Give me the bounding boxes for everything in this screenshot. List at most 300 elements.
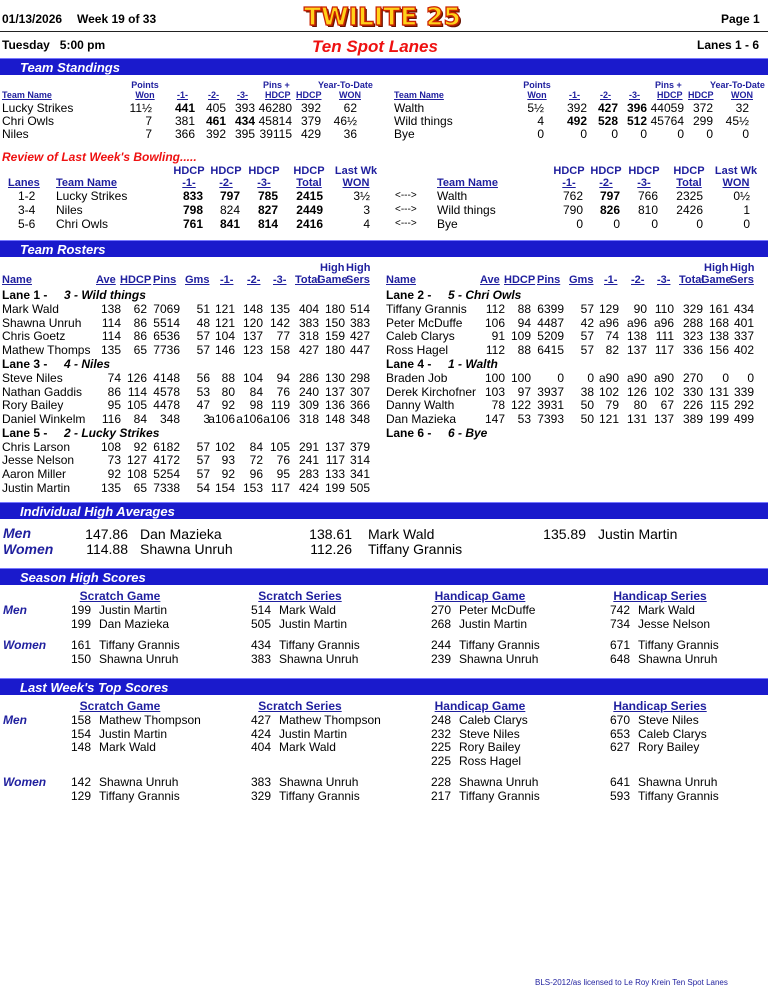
women-label: Women (3, 541, 54, 557)
lane-team: 6 - Bye (448, 425, 488, 440)
score-value: 653 (609, 726, 630, 741)
review-score: 0 (696, 217, 703, 231)
score-name: Justin Martin (99, 726, 168, 741)
player-stat: 57 (580, 343, 594, 358)
player-stat: 339 (733, 384, 754, 399)
player-stat: 67 (660, 398, 674, 413)
col-g2: -2- (247, 274, 261, 286)
player-stat: 130 (324, 370, 345, 385)
standings-game: 427 (597, 101, 618, 115)
player-stat: 3931 (537, 398, 564, 413)
col-team-name: Team Name (2, 90, 52, 100)
standings-game: 0 (580, 127, 587, 141)
player-stat: 131 (626, 411, 647, 426)
col-high: High (704, 262, 729, 274)
player-stat: 0 (587, 370, 594, 385)
standings-pins: 0 (677, 127, 684, 141)
player-stat: a90 (626, 370, 647, 385)
player-stat: a106 (263, 411, 290, 426)
score-name: Tiffany Grannis (638, 788, 719, 803)
player-stat: 7069 (153, 302, 180, 316)
player-stat: 91 (491, 329, 505, 344)
player-stat: 240 (298, 384, 319, 399)
player-stat: 7338 (153, 480, 180, 495)
player-stat: 270 (682, 370, 703, 385)
col-won: Won (527, 90, 547, 100)
avg-value: 135.89 (543, 526, 586, 542)
player-name: Aaron Miller (2, 467, 67, 481)
review-score: 761 (182, 217, 203, 231)
player-stat: 48 (196, 315, 210, 330)
player-name: Ross Hagel (386, 343, 449, 358)
score-value: 199 (70, 616, 91, 631)
col-hdcp-label: HDCP (248, 165, 280, 177)
player-stat: 199 (708, 411, 729, 426)
player-stat: 199 (324, 480, 345, 495)
score-value: 742 (609, 603, 630, 617)
player-stat: 76 (276, 453, 290, 468)
avg-name: Mark Wald (368, 526, 435, 542)
score-name: Tiffany Grannis (459, 638, 540, 652)
review-score: 2449 (296, 203, 323, 217)
score-value: 142 (70, 775, 91, 789)
player-stat: 120 (242, 315, 263, 330)
score-value: 199 (70, 603, 91, 617)
standings-ytd: 46½ (333, 114, 357, 128)
player-stat: 226 (682, 398, 703, 413)
col-name: Name (2, 274, 32, 286)
col-pins: Pins (537, 274, 561, 286)
player-stat: 133 (324, 467, 345, 481)
score-name: Caleb Clarys (459, 713, 528, 727)
player-stat: 379 (349, 439, 370, 454)
avg-value: 138.61 (309, 526, 352, 542)
score-value: 404 (250, 740, 271, 755)
player-stat: 72 (249, 453, 263, 468)
player-stat: 341 (349, 467, 370, 481)
player-stat: 5254 (153, 467, 180, 481)
player-stat: 57 (196, 453, 210, 468)
score-col-header: Handicap Game (434, 589, 526, 603)
player-stat: 121 (598, 411, 619, 426)
score-name: Shawna Unruh (99, 651, 179, 666)
col-g1: -1- (220, 274, 234, 286)
player-stat: 57 (196, 329, 210, 344)
player-stat: 148 (242, 302, 263, 316)
player-stat: 88 (221, 370, 235, 385)
player-stat: a96 (598, 315, 619, 330)
center-name: Ten Spot Lanes (312, 37, 438, 56)
col-game-label: WON (722, 177, 750, 189)
player-stat: 6399 (537, 302, 564, 316)
player-stat: 56 (196, 370, 210, 385)
lane-team: 2 - Lucky Strikes (64, 425, 160, 440)
player-stat: 514 (349, 302, 370, 316)
women-label: Women (3, 775, 47, 789)
col-team-name: Team Name (394, 90, 444, 100)
score-value: 225 (430, 754, 451, 769)
score-name: Shawna Unruh (638, 651, 718, 666)
player-stat: 92 (107, 467, 121, 481)
score-name: Mathew Thompson (279, 713, 381, 727)
review-score: 810 (637, 203, 658, 217)
review-team: Lucky Strikes (56, 189, 128, 203)
score-value: 225 (430, 740, 451, 755)
standings-pins: 46280 (258, 101, 292, 115)
review-score: 762 (562, 189, 583, 203)
col-hdcp: HDCP (120, 274, 152, 286)
standings-game: 441 (174, 101, 195, 115)
review-score: 826 (599, 203, 620, 217)
player-stat: 404 (298, 302, 319, 316)
player-stat: 5514 (153, 315, 180, 330)
score-name: Mathew Thompson (99, 713, 201, 727)
player-stat: 3 (203, 411, 210, 426)
player-stat: 180 (324, 302, 345, 316)
player-stat: 4172 (153, 453, 180, 468)
player-stat: 102 (598, 384, 619, 399)
score-name: Shawna Unruh (279, 651, 359, 666)
col-lanes: Lanes (8, 177, 40, 189)
review-score: 2415 (296, 189, 323, 203)
standings-game: 392 (205, 127, 226, 141)
standings-won: 11½ (129, 101, 152, 115)
col-total: Total (295, 274, 321, 286)
col-g1: -1- (604, 274, 618, 286)
section-last-week-top: Last Week's Top Scores (0, 678, 768, 695)
score-value: 641 (609, 775, 630, 789)
standings-game: 492 (566, 114, 587, 128)
player-stat: 135 (100, 343, 121, 358)
col-hdcp-label: HDCP (590, 165, 622, 177)
standings-game: 366 (174, 127, 195, 141)
player-stat: 74 (107, 370, 121, 385)
player-stat: 73 (107, 453, 121, 468)
standings-ytd: 36 (343, 127, 357, 141)
player-stat: 286 (298, 370, 319, 385)
score-value: 154 (70, 726, 91, 741)
col-points: Points (131, 80, 159, 90)
player-name: Jesse Nelson (2, 453, 75, 468)
standings-hdcp: 429 (300, 127, 321, 141)
review-score: 4 (363, 217, 370, 231)
player-stat: 159 (324, 329, 345, 344)
score-name: Rory Bailey (459, 740, 521, 755)
score-name: Justin Martin (99, 603, 168, 617)
col-ytd: Year-To-Date (710, 80, 765, 90)
player-stat: 42 (580, 315, 594, 330)
score-value: 593 (609, 788, 630, 803)
player-stat: 4478 (153, 398, 180, 413)
player-stat: 47 (196, 398, 210, 413)
col-ytd: Year-To-Date (318, 80, 373, 90)
player-stat: 94 (517, 315, 531, 330)
player-name: Nathan Gaddis (2, 384, 83, 399)
standings-team: Lucky Strikes (2, 101, 74, 115)
review-score: 790 (562, 203, 583, 217)
player-stat: 57 (580, 329, 594, 344)
score-value: 648 (609, 651, 630, 666)
review-score: 2325 (676, 189, 703, 203)
lane-label: Lane 2 - (386, 288, 432, 302)
score-value: 158 (70, 713, 91, 727)
review-score: 0 (743, 217, 750, 231)
player-stat: 78 (491, 398, 505, 413)
col-hdcp-label: Last Wk (714, 165, 758, 177)
player-stat: 137 (324, 439, 345, 454)
player-stat: 95 (276, 467, 290, 481)
col-won: Won (135, 90, 155, 100)
player-stat: 292 (733, 398, 754, 413)
score-value: 239 (430, 651, 451, 666)
score-value: 505 (250, 616, 271, 631)
player-stat: 57 (580, 302, 594, 316)
player-stat: 57 (196, 439, 210, 454)
player-stat: 123 (242, 343, 263, 358)
player-stat: 126 (126, 370, 147, 385)
player-stat: 97 (517, 384, 531, 399)
score-col-header: Scratch Game (79, 589, 161, 603)
review-score: 827 (257, 203, 278, 217)
standings-game: 434 (234, 114, 255, 128)
col-game-label: Total (676, 177, 702, 189)
player-stat: 117 (654, 343, 674, 358)
standings-team: Bye (394, 127, 415, 141)
score-value: 427 (250, 713, 271, 727)
standings-game: 393 (234, 101, 255, 115)
review-lanes: 5-6 (18, 217, 36, 231)
col-g1: -1- (569, 90, 580, 100)
lane-label: Lane 6 - (386, 425, 432, 440)
score-name: Tiffany Grannis (279, 788, 360, 803)
col-hdcp: HDCP (688, 90, 714, 100)
player-name: Justin Martin (2, 480, 71, 495)
player-stat: 307 (349, 384, 370, 399)
review-score: 3½ (353, 189, 370, 203)
player-stat: 150 (324, 315, 345, 330)
player-stat: 135 (269, 302, 290, 316)
player-stat: 103 (484, 384, 505, 399)
review-title: Review of Last Week's Bowling..... (2, 150, 197, 164)
review-score: 1 (743, 203, 750, 217)
review-score: 797 (219, 189, 240, 203)
player-stat: 104 (242, 370, 263, 385)
score-name: Peter McDuffe (459, 603, 536, 617)
player-stat: 115 (709, 398, 729, 413)
lane-team: 4 - Niles (64, 356, 111, 371)
page-number: Page 1 (721, 12, 760, 26)
player-stat: 180 (324, 343, 345, 358)
score-value: 217 (430, 788, 451, 803)
score-name: Shawna Unruh (638, 775, 718, 789)
player-stat: 427 (298, 343, 319, 358)
avg-value: 114.88 (86, 541, 128, 557)
col-gms: Gms (569, 274, 594, 286)
standings-team: Chri Owls (2, 114, 55, 128)
player-stat: 383 (349, 315, 370, 330)
score-col-header: Scratch Series (258, 589, 342, 603)
review-team: Bye (437, 217, 458, 231)
score-name: Mark Wald (279, 740, 336, 755)
score-value: 232 (430, 726, 451, 741)
player-stat: 86 (107, 384, 121, 399)
review-score: 0 (651, 217, 658, 231)
player-stat: 62 (133, 302, 147, 316)
col-g3: -3- (273, 274, 287, 286)
player-name: Derek Kirchofner (386, 384, 477, 399)
player-stat: 138 (100, 302, 121, 316)
player-name: Dan Mazieka (386, 411, 457, 426)
standings-team: Walth (394, 101, 425, 115)
score-name: Justin Martin (279, 726, 348, 741)
col-g1: -1- (177, 90, 188, 100)
player-stat: 57 (196, 343, 210, 358)
player-stat: 114 (101, 315, 121, 330)
lanes-range: Lanes 1 - 6 (697, 38, 760, 52)
lane-label: Lane 5 - (2, 425, 48, 440)
player-stat: 80 (221, 384, 235, 399)
player-stat: 5209 (537, 329, 564, 344)
score-name: Steve Niles (638, 713, 699, 727)
player-stat: 100 (510, 370, 531, 385)
player-stat: 0 (747, 370, 754, 385)
lane-label: Lane 1 - (2, 288, 48, 302)
player-stat: 291 (298, 439, 319, 454)
player-stat: 121 (214, 302, 235, 316)
score-name: Jesse Nelson (638, 616, 711, 631)
score-value: 248 (430, 713, 451, 727)
standings-hdcp: 0 (706, 127, 713, 141)
col-pins-plus: Pins + (655, 80, 682, 90)
review-lanes: 1-2 (18, 189, 36, 203)
player-stat: 6182 (153, 439, 180, 454)
player-stat: 84 (133, 411, 147, 426)
standings-game: 0 (640, 127, 647, 141)
score-name: Ross Hagel (459, 754, 522, 769)
review-team: Chri Owls (56, 217, 109, 231)
score-value: 268 (430, 616, 451, 631)
col-game-label: -2- (219, 177, 233, 189)
col-game-label: Total (296, 177, 322, 189)
player-stat: 86 (133, 315, 147, 330)
col-pins-plus: Pins + (263, 80, 290, 90)
standings-won: 7 (145, 127, 152, 141)
player-stat: 65 (133, 343, 147, 358)
avg-value: 147.86 (85, 526, 128, 542)
score-value: 129 (70, 788, 91, 803)
col-high: High (730, 262, 755, 274)
standings-won: 7 (145, 114, 152, 128)
score-value: 244 (430, 638, 451, 652)
score-value: 383 (250, 651, 271, 666)
avg-name: Dan Mazieka (140, 526, 222, 542)
col-ave: Ave (480, 274, 500, 286)
player-stat: 4148 (153, 370, 180, 385)
player-stat: 427 (349, 329, 370, 344)
standings-pins: 45814 (258, 114, 292, 128)
player-stat: 108 (126, 467, 147, 481)
standings-game: 396 (626, 101, 647, 115)
score-value: 514 (250, 603, 271, 617)
score-name: Tiffany Grannis (99, 788, 180, 803)
section-high-averages: Individual High Averages (0, 502, 768, 519)
score-value: 671 (609, 638, 630, 652)
player-stat: a96 (626, 315, 647, 330)
player-stat: 4578 (153, 384, 180, 399)
score-name: Justin Martin (459, 616, 528, 631)
player-name: Rory Bailey (2, 398, 64, 413)
player-stat: 126 (626, 384, 647, 399)
review-score: 2426 (676, 203, 703, 217)
player-name: Mathew Thomps (2, 343, 91, 358)
lane-label: Lane 3 - (2, 356, 48, 371)
player-stat: 158 (269, 343, 290, 358)
col-hdcp-label: HDCP (673, 165, 705, 177)
col-game-label: -2- (599, 177, 613, 189)
score-value: 161 (70, 638, 91, 652)
player-stat: 90 (633, 302, 647, 316)
player-stat: 318 (298, 329, 319, 344)
review-score: 797 (599, 189, 620, 203)
standings-ytd: 32 (735, 101, 749, 115)
review-score: 3 (363, 203, 370, 217)
score-name: Justin Martin (279, 616, 348, 631)
player-stat: 402 (733, 343, 754, 358)
lane-team: 3 - Wild things (64, 288, 146, 302)
standings-game: 512 (626, 114, 647, 128)
standings-game: 528 (597, 114, 618, 128)
player-stat: 92 (133, 439, 147, 454)
player-stat: 499 (733, 411, 754, 426)
player-stat: 116 (101, 411, 121, 426)
score-value: 228 (430, 775, 451, 789)
player-stat: 38 (580, 384, 594, 399)
player-stat: 6415 (537, 343, 564, 358)
review-arrow: <---> (395, 190, 417, 201)
standings-team: Wild things (394, 114, 453, 128)
player-stat: 112 (485, 343, 505, 358)
player-stat: 7393 (537, 411, 564, 426)
score-col-header: Handicap Series (613, 699, 707, 713)
player-stat: 117 (325, 453, 345, 468)
player-stat: 505 (349, 480, 370, 495)
player-stat: 309 (298, 398, 319, 413)
player-stat: 148 (324, 411, 345, 426)
player-stat: 100 (484, 370, 505, 385)
player-stat: 156 (708, 343, 729, 358)
lane-team: 5 - Chri Owls (448, 288, 522, 302)
player-name: Daniel Winkelm (2, 411, 86, 426)
col-hdcp-pins: HDCP (265, 90, 291, 100)
player-name: Danny Walth (386, 398, 455, 413)
score-col-header: Scratch Series (258, 699, 342, 713)
col-game-label: -3- (637, 177, 651, 189)
player-stat: 76 (276, 384, 290, 399)
col-game: Game (701, 274, 732, 286)
col-g3: -3- (657, 274, 671, 286)
player-stat: 283 (298, 467, 319, 481)
standings-team: Niles (2, 127, 29, 141)
col-team: Team Name (437, 177, 498, 189)
player-stat: 88 (517, 343, 531, 358)
player-stat: 106 (484, 315, 505, 330)
men-label: Men (3, 603, 27, 617)
player-stat: 129 (598, 302, 619, 316)
score-value: 270 (430, 603, 451, 617)
score-name: Mark Wald (638, 603, 695, 617)
col-hdcp-label: HDCP (553, 165, 585, 177)
player-stat: 84 (249, 384, 263, 399)
